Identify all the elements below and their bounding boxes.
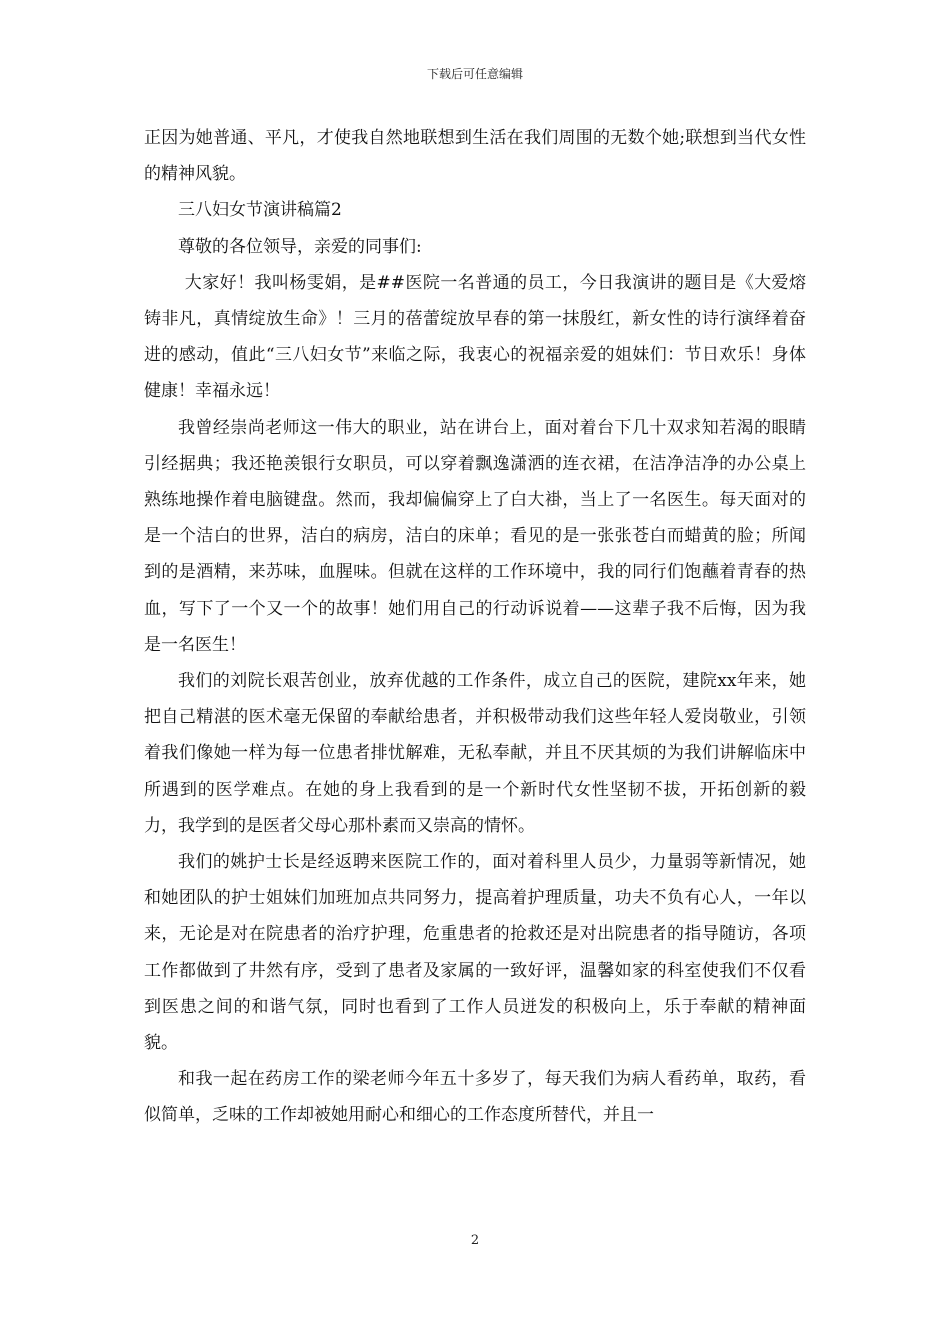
- salutation: 尊敬的各位领导，亲爱的同事们:: [178, 236, 422, 257]
- section-title: 三八妇女节演讲稿篇2: [178, 200, 342, 221]
- paragraph-career: 我曾经崇尚老师这一伟大的职业，站在讲台上，面对着台下几十双求知若渴的眼睛引经据典；我还艳羡银行女职员，可以穿着飘逸潇洒的连衣裙，在洁净洁净的办公桌上熟练地操作着电脑键盘。然而，我却偏偏穿上了白大褂，当上了一名医生。每天面对的是一个洁白的世界，洁白的病房，洁白的床单；看见的是一张张苍白而蜡黄的脸；所闻到的是酒精，来苏味，血腥味。但就在这样的工作环境中，我的同行们饱蘸着青春的热血，写下了一个又一个的故事！她们用自己的行动诉说着——这辈子我不后悔，因为我是一名医生！: [144, 417, 806, 655]
- paragraph-greeting: 大家好！我叫杨雯娟，是##医院一名普通的员工，今日我演讲的题目是《大爱熔铸非凡，真情绽放生命》！三月的蓓蕾绽放早春的第一抹殷红，新女性的诗行演绎着奋进的感动，值此“三八妇女节”来临之际，我衷心的祝福亲爱的姐妹们：节日欢乐！身体健康！幸福永远！: [144, 272, 806, 402]
- paragraph-head-nurse: 我们的姚护士长是经返聘来医院工作的，面对着科里人员少，力量弱等新情况，她和她团队的护士姐妹们加班加点共同努力，提高着护理质量，功夫不负有心人，一年以来，无论是对在院患者的治疗护理，危重患者的抢救还是对出院患者的指导随访，各项工作都做到了井然有序，受到了患者及家属的一致好评，温馨如家的科室使我们不仅看到医患之间的和谐气氛，同时也看到了工作人员迸发的积极向上，乐于奉献的精神面貌。: [144, 852, 806, 1054]
- page-header-note: 下载后可任意编辑: [426, 67, 523, 81]
- paragraph-director: 我们的刘院长艰苦创业，放弃优越的工作条件，成立自己的医院，建院xx年来，她把自己精湛的医术毫无保留的奉献给患者，并积极带动我们这些年轻人爱岗敬业，引领着我们像她一样为每一位患者排忧解难，无私奉献，并且不厌其烦的为我们讲解临床中所遇到的医学难点。在她的身上我看到的是一个新时代女性坚韧不拔，开拓创新的毅力，我学到的是医者父母心那朴素而又崇高的情怀。: [144, 671, 806, 836]
- paragraph-pharmacy: 和我一起在药房工作的梁老师今年五十多岁了，每天我们为病人看药单，取药，看似简单，乏味的工作却被她用耐心和细心的工作态度所替代，并且一: [144, 1069, 806, 1126]
- paragraph-intro-continuation: 正因为她普通、平凡，才使我自然地联想到生活在我们周围的无数个她;联想到当代女性的精神风貌。: [144, 128, 806, 185]
- document-body: [144, 120, 806, 1134]
- page-number: 2: [470, 1233, 480, 1248]
